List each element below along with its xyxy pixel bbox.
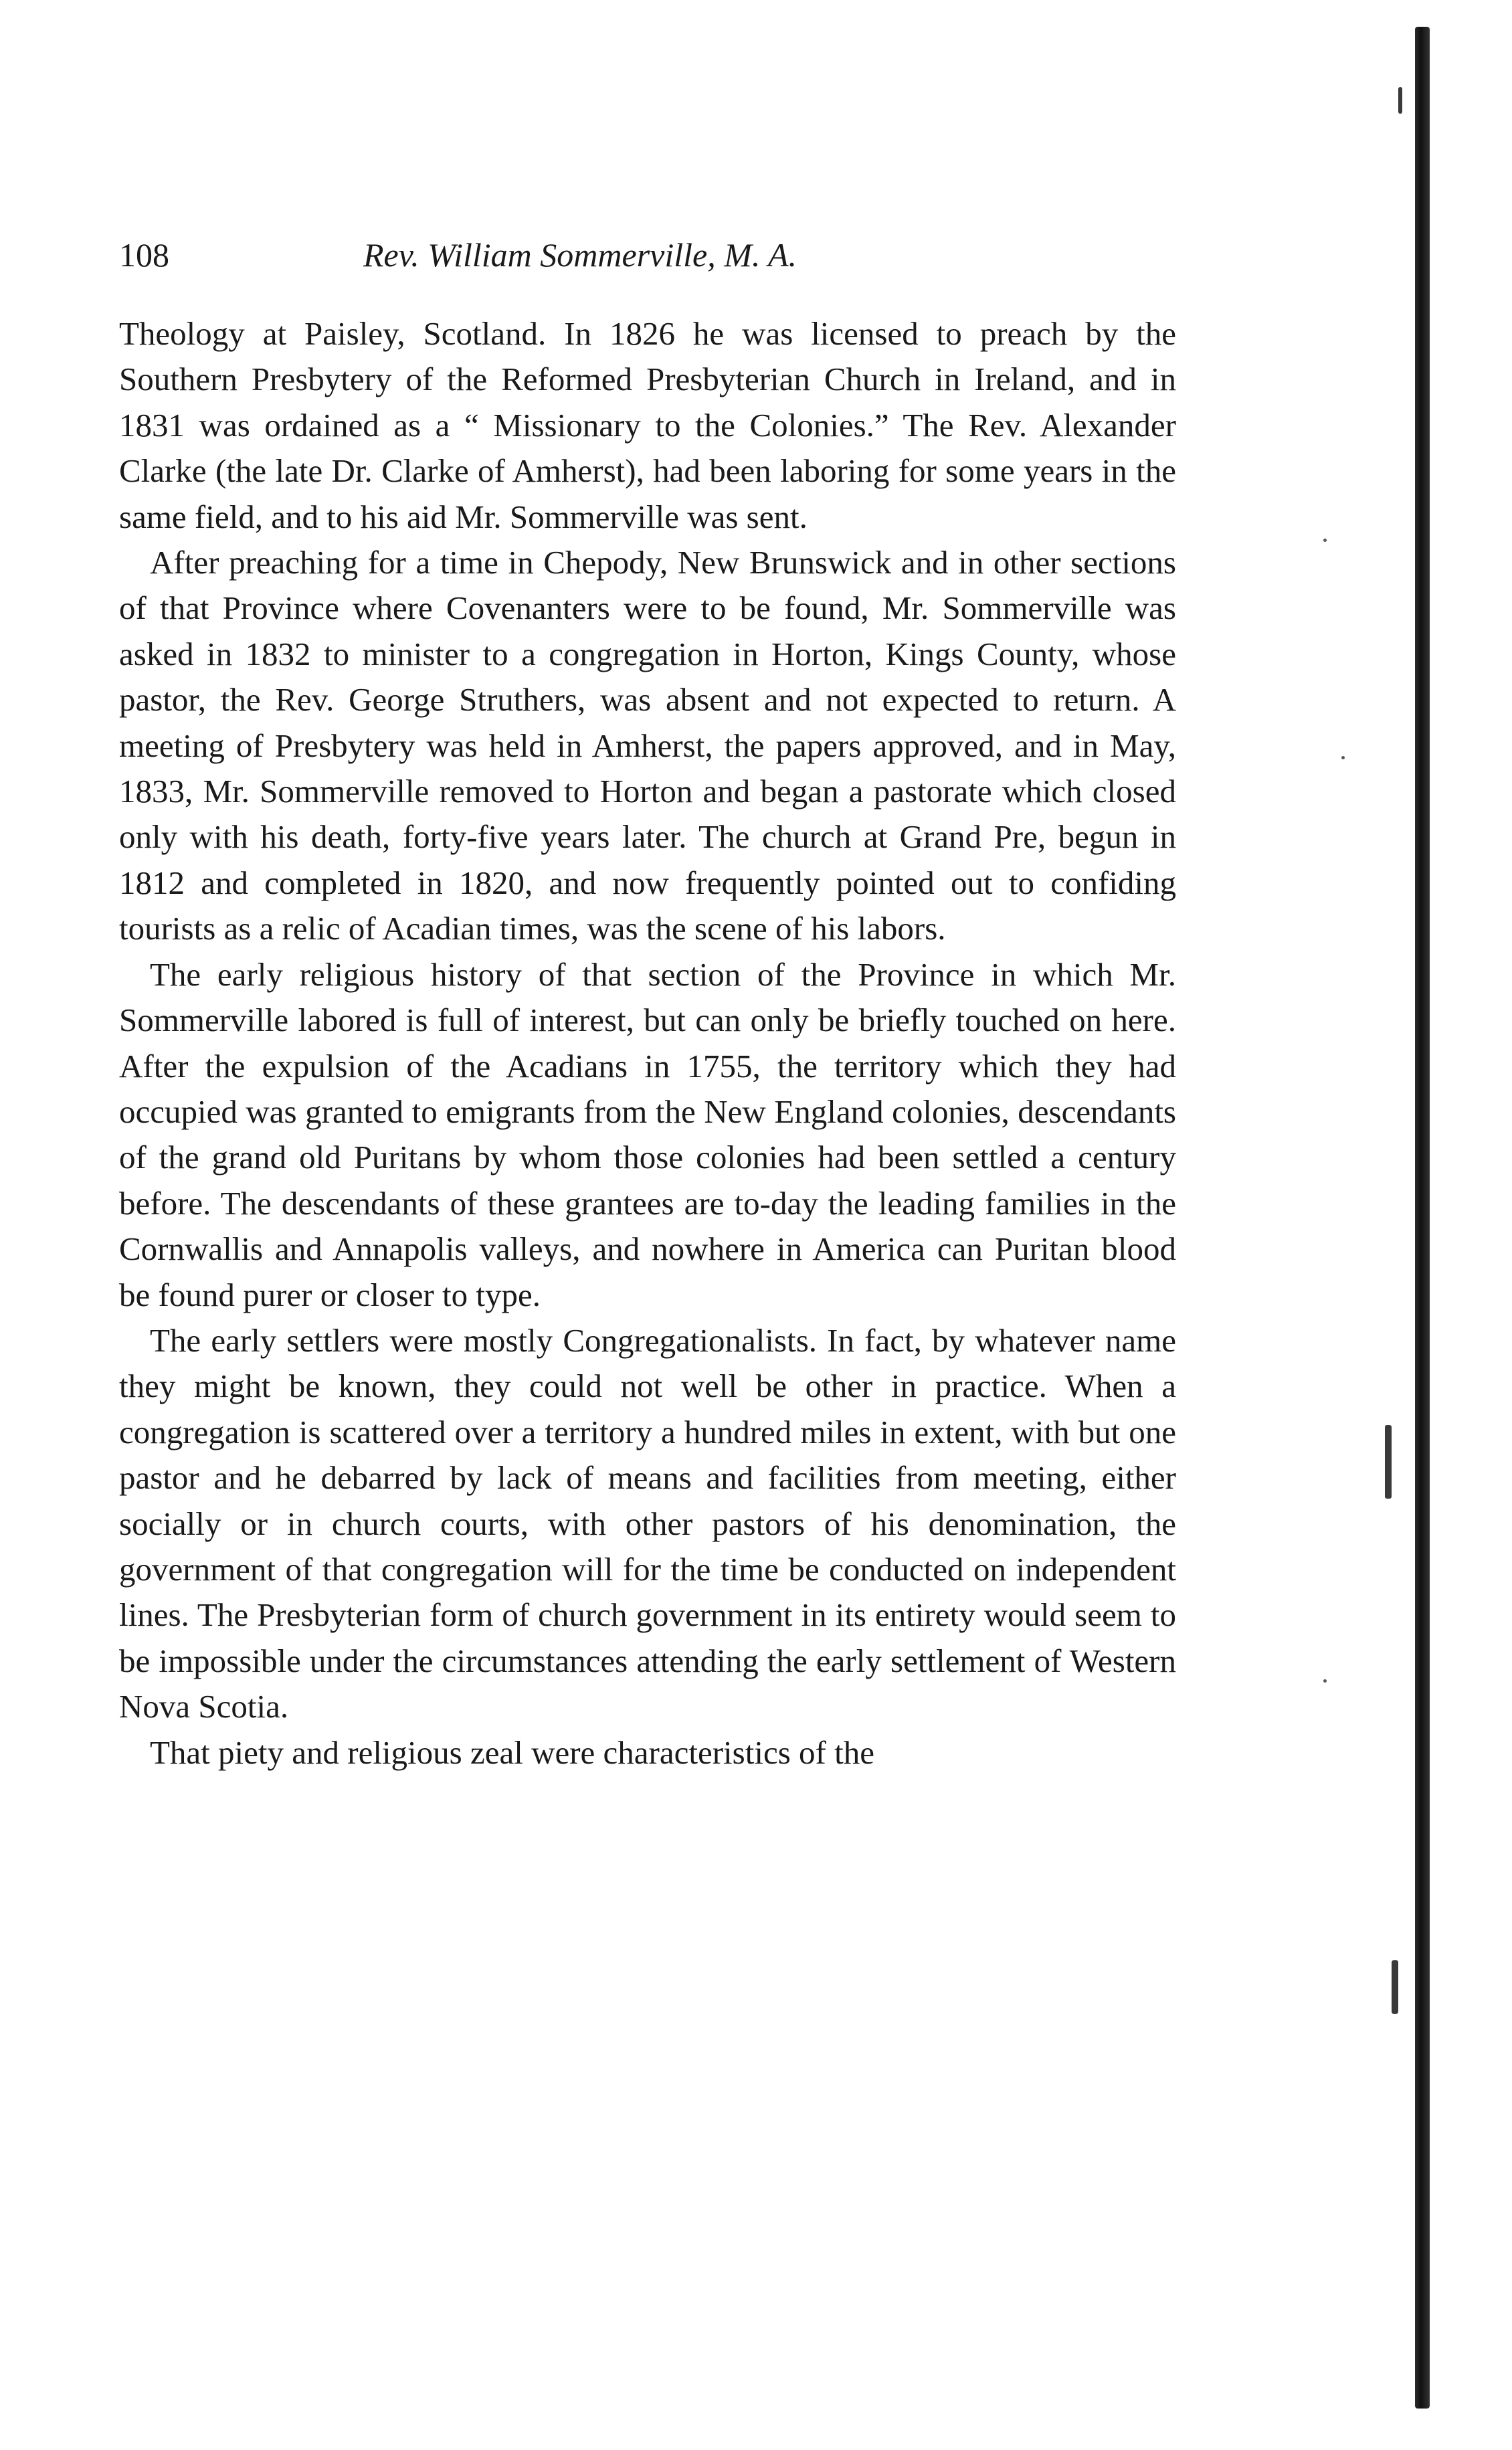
paper-speck [1323, 539, 1327, 542]
paper-speck [1323, 1679, 1327, 1683]
running-head: Rev. William Sommerville, M. A. [363, 236, 797, 274]
paragraph-3: The early religious history of that section of the Province in which Mr. Sommerville labored is full of interest, but can only be briefly touched on here. After the expulsion of the Acadians in 1755, the territory which they had occupied was granted to emigrants from the New England colonies, descendants of the grand old Puritans by whom those colonies had been settled a century before. The descendants of these grantees are to-day the leading families in the Cornwallis and Annapolis valleys, and nowhere in America can Puritan blood be found purer or closer to type. [119, 955, 1176, 1313]
paragraph-4: The early settlers were mostly Congregationalists. In fact, by whatever name they might be known, they could not well be other in practice. When a congregation is scattered over a territory a hundred miles in extent, with but one pastor and he debarred by lack of means and facilities from meeting, either socially or in church courts, with other pastors of his denomination, the government of that congregation will for the time be conducted on independent lines. The Presbyterian form of church government in its entirety would seem to be impossible under the circumstances attending the early settlement of Western Nova Scotia. [119, 1321, 1176, 1725]
binding-mark [1385, 1425, 1392, 1499]
page-number: 108 [119, 236, 169, 274]
paragraph-2: After preaching for a time in Chepody, New Brunswick and in other sections of that Province where Covenanters were to be found, Mr. Sommerville was asked in 1832 to minister to a congregation in Horton, Kings County, whose pastor, the Rev. George Struthers, was absent and not expected to return. A meeting of Presbytery was held in Amherst, the papers approved, and in May, 1833, Mr. Sommerville removed to Horton and began a pastorate which closed only with his death, forty-five years later. The church at Grand Pre, begun in 1812 and completed in 1820, and now frequently pointed out to confiding tourists as a relic of Acadian times, was the scene of his labors. [119, 544, 1176, 947]
paragraph-5: That piety and religious zeal were characteristics of the [150, 1733, 874, 1771]
binding-mark [1392, 1960, 1398, 2014]
binding-mark [1398, 87, 1402, 114]
paper-speck [1341, 756, 1345, 759]
paragraph-1: Theology at Paisley, Scotland. In 1826 he was licensed to preach by the Southern Presbytery of the Reformed Presbyterian Church in Ireland, and in 1831 was ordained as a “ Missionary to the Colonies.” The Rev. Alexander Clarke (the late Dr. Clarke of Amherst), had been laboring for some years in the same field, and to his aid Mr. Sommerville was sent. [119, 315, 1176, 535]
page-header [119, 235, 1176, 276]
page-binding-edge [1415, 27, 1430, 2409]
body-text [119, 311, 1176, 1776]
